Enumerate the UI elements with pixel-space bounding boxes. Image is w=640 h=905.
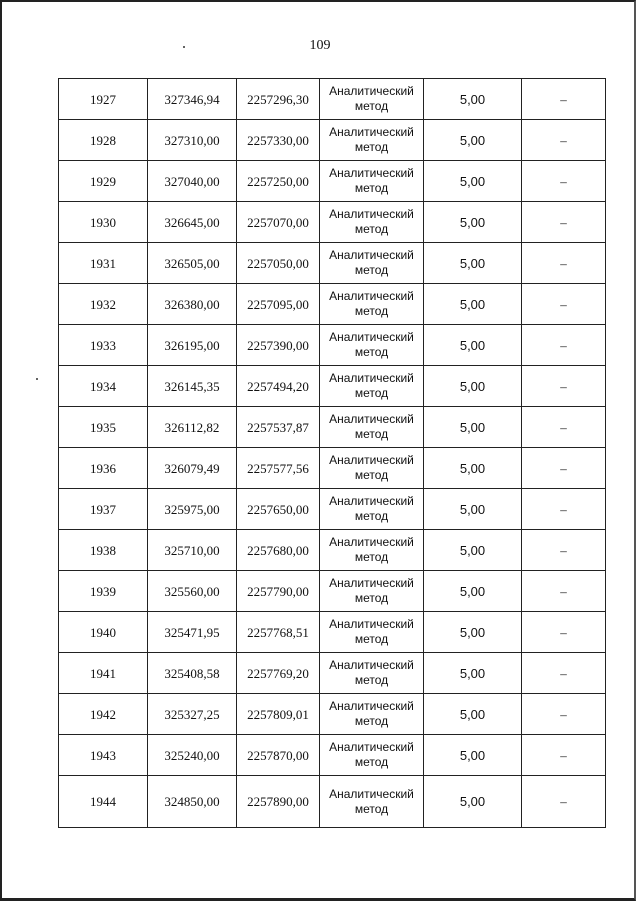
note-cell: – [522,366,606,407]
table-row [59,735,606,776]
point-number-cell: 1943 [59,735,148,776]
method-cell [320,325,424,366]
table-row [59,776,606,828]
accuracy-cell: 5,00 [424,653,522,694]
method-line-2: метод [354,755,389,769]
point-number-cell: 1929 [59,161,148,202]
y-coordinate-cell: 2257095,00 [237,284,320,325]
table-row [59,489,606,530]
note-cell: – [522,243,606,284]
method-cell [320,407,424,448]
accuracy-cell: 5,00 [424,243,522,284]
method-line-2: метод [354,801,389,816]
note-cell: – [522,120,606,161]
accuracy-cell: 5,00 [424,120,522,161]
table-row [59,571,606,612]
method-cell [320,284,424,325]
scan-speck [183,46,185,48]
x-coordinate-cell: 326505,00 [148,243,237,284]
method-cell [320,612,424,653]
y-coordinate-cell: 2257790,00 [237,571,320,612]
table-row [59,448,606,489]
accuracy-cell: 5,00 [424,694,522,735]
note-cell: – [522,530,606,571]
y-coordinate-cell: 2257890,00 [237,776,320,828]
scan-speck [36,378,38,380]
method-line-2: метод [354,345,389,359]
accuracy-cell: 5,00 [424,407,522,448]
method-cell [320,243,424,284]
x-coordinate-cell: 326145,35 [148,366,237,407]
table-row [59,79,606,120]
method-line-1: Аналитический [329,617,414,631]
method-line-1: Аналитический [329,740,414,754]
x-coordinate-cell: 325327,25 [148,694,237,735]
point-number-cell: 1942 [59,694,148,735]
method-cell [320,776,424,828]
note-cell: – [522,735,606,776]
note-cell: – [522,325,606,366]
note-cell: – [522,489,606,530]
point-number-cell: 1936 [59,448,148,489]
method-line-2: метод [354,673,389,687]
accuracy-cell: 5,00 [424,202,522,243]
y-coordinate-cell: 2257809,01 [237,694,320,735]
method-line-1: Аналитический [329,535,414,549]
method-line-1: Аналитический [329,166,414,180]
method-line-1: Аналитический [329,371,414,385]
table-row [59,694,606,735]
y-coordinate-cell: 2257768,51 [237,612,320,653]
y-coordinate-cell: 2257650,00 [237,489,320,530]
method-line-2: метод [354,632,389,646]
y-coordinate-cell: 2257250,00 [237,161,320,202]
point-number-cell: 1927 [59,79,148,120]
method-line-1: Аналитический [329,494,414,508]
accuracy-cell: 5,00 [424,161,522,202]
table-row [59,161,606,202]
accuracy-cell: 5,00 [424,735,522,776]
y-coordinate-cell: 2257577,56 [237,448,320,489]
method-line-1: Аналитический [329,207,414,221]
method-line-1: Аналитический [329,576,414,590]
accuracy-cell: 5,00 [424,489,522,530]
method-cell [320,530,424,571]
note-cell: – [522,448,606,489]
point-number-cell: 1930 [59,202,148,243]
x-coordinate-cell: 326079,49 [148,448,237,489]
x-coordinate-cell: 325560,00 [148,571,237,612]
method-line-2: метод [354,304,389,318]
method-cell [320,202,424,243]
point-number-cell: 1944 [59,776,148,828]
method-line-2: метод [354,386,389,400]
table-row [59,612,606,653]
y-coordinate-cell: 2257494,20 [237,366,320,407]
point-number-cell: 1937 [59,489,148,530]
x-coordinate-cell: 326380,00 [148,284,237,325]
method-line-1: Аналитический [329,125,414,139]
method-cell [320,694,424,735]
y-coordinate-cell: 2257537,87 [237,407,320,448]
method-line-2: метод [354,714,389,728]
method-line-2: метод [354,427,389,441]
note-cell: – [522,694,606,735]
table-row [59,366,606,407]
point-number-cell: 1935 [59,407,148,448]
accuracy-cell: 5,00 [424,571,522,612]
page-number: 109 [309,38,331,53]
method-line-2: метод [354,222,389,236]
method-line-1: Аналитический [329,248,414,262]
note-cell: – [522,284,606,325]
note-cell: – [522,79,606,120]
method-line-1: Аналитический [329,699,414,713]
x-coordinate-cell: 326195,00 [148,325,237,366]
method-line-2: метод [354,99,389,113]
note-cell: – [522,571,606,612]
note-cell: – [522,776,606,828]
method-line-2: метод [354,263,389,277]
accuracy-cell: 5,00 [424,612,522,653]
x-coordinate-cell: 324850,00 [148,776,237,828]
method-line-1: Аналитический [329,412,414,426]
method-line-1: Аналитический [329,84,414,98]
table-row [59,325,606,366]
method-line-2: метод [354,140,389,154]
method-cell [320,735,424,776]
y-coordinate-cell: 2257390,00 [237,325,320,366]
accuracy-cell: 5,00 [424,776,522,828]
accuracy-cell: 5,00 [424,366,522,407]
point-number-cell: 1928 [59,120,148,161]
x-coordinate-cell: 326645,00 [148,202,237,243]
accuracy-cell: 5,00 [424,79,522,120]
method-cell [320,489,424,530]
note-cell: – [522,653,606,694]
x-coordinate-cell: 327040,00 [148,161,237,202]
note-cell: – [522,612,606,653]
method-cell [320,79,424,120]
table-row [59,284,606,325]
method-cell [320,653,424,694]
note-cell: – [522,202,606,243]
method-line-1: Аналитический [329,453,414,467]
y-coordinate-cell: 2257050,00 [237,243,320,284]
x-coordinate-cell: 325471,95 [148,612,237,653]
method-line-2: метод [354,468,389,482]
x-coordinate-cell: 326112,82 [148,407,237,448]
x-coordinate-cell: 327310,00 [148,120,237,161]
method-line-1: Аналитический [329,786,414,801]
y-coordinate-cell: 2257070,00 [237,202,320,243]
method-cell [320,161,424,202]
x-coordinate-cell: 327346,94 [148,79,237,120]
method-line-2: метод [354,550,389,564]
accuracy-cell: 5,00 [424,325,522,366]
y-coordinate-cell: 2257769,20 [237,653,320,694]
point-number-cell: 1933 [59,325,148,366]
table-row [59,120,606,161]
y-coordinate-cell: 2257870,00 [237,735,320,776]
x-coordinate-cell: 325240,00 [148,735,237,776]
note-cell: – [522,161,606,202]
method-line-2: метод [354,591,389,605]
x-coordinate-cell: 325975,00 [148,489,237,530]
x-coordinate-cell: 325408,58 [148,653,237,694]
point-number-cell: 1931 [59,243,148,284]
point-number-cell: 1940 [59,612,148,653]
note-cell: – [522,407,606,448]
method-cell [320,571,424,612]
method-cell [320,366,424,407]
point-number-cell: 1932 [59,284,148,325]
x-coordinate-cell: 325710,00 [148,530,237,571]
y-coordinate-cell: 2257680,00 [237,530,320,571]
method-line-1: Аналитический [329,289,414,303]
accuracy-cell: 5,00 [424,284,522,325]
table-row [59,243,606,284]
table-body [59,79,606,828]
method-line-2: метод [354,509,389,523]
accuracy-cell: 5,00 [424,448,522,489]
table-row [59,530,606,571]
point-number-cell: 1938 [59,530,148,571]
method-cell [320,448,424,489]
method-line-1: Аналитический [329,330,414,344]
method-line-2: метод [354,181,389,195]
point-number-cell: 1934 [59,366,148,407]
method-cell [320,120,424,161]
table-row [59,653,606,694]
y-coordinate-cell: 2257296,30 [237,79,320,120]
point-number-cell: 1941 [59,653,148,694]
table-row [59,202,606,243]
table-row [59,407,606,448]
method-line-1: Аналитический [329,658,414,672]
coordinates-table [58,78,606,828]
y-coordinate-cell: 2257330,00 [237,120,320,161]
accuracy-cell: 5,00 [424,530,522,571]
point-number-cell: 1939 [59,571,148,612]
